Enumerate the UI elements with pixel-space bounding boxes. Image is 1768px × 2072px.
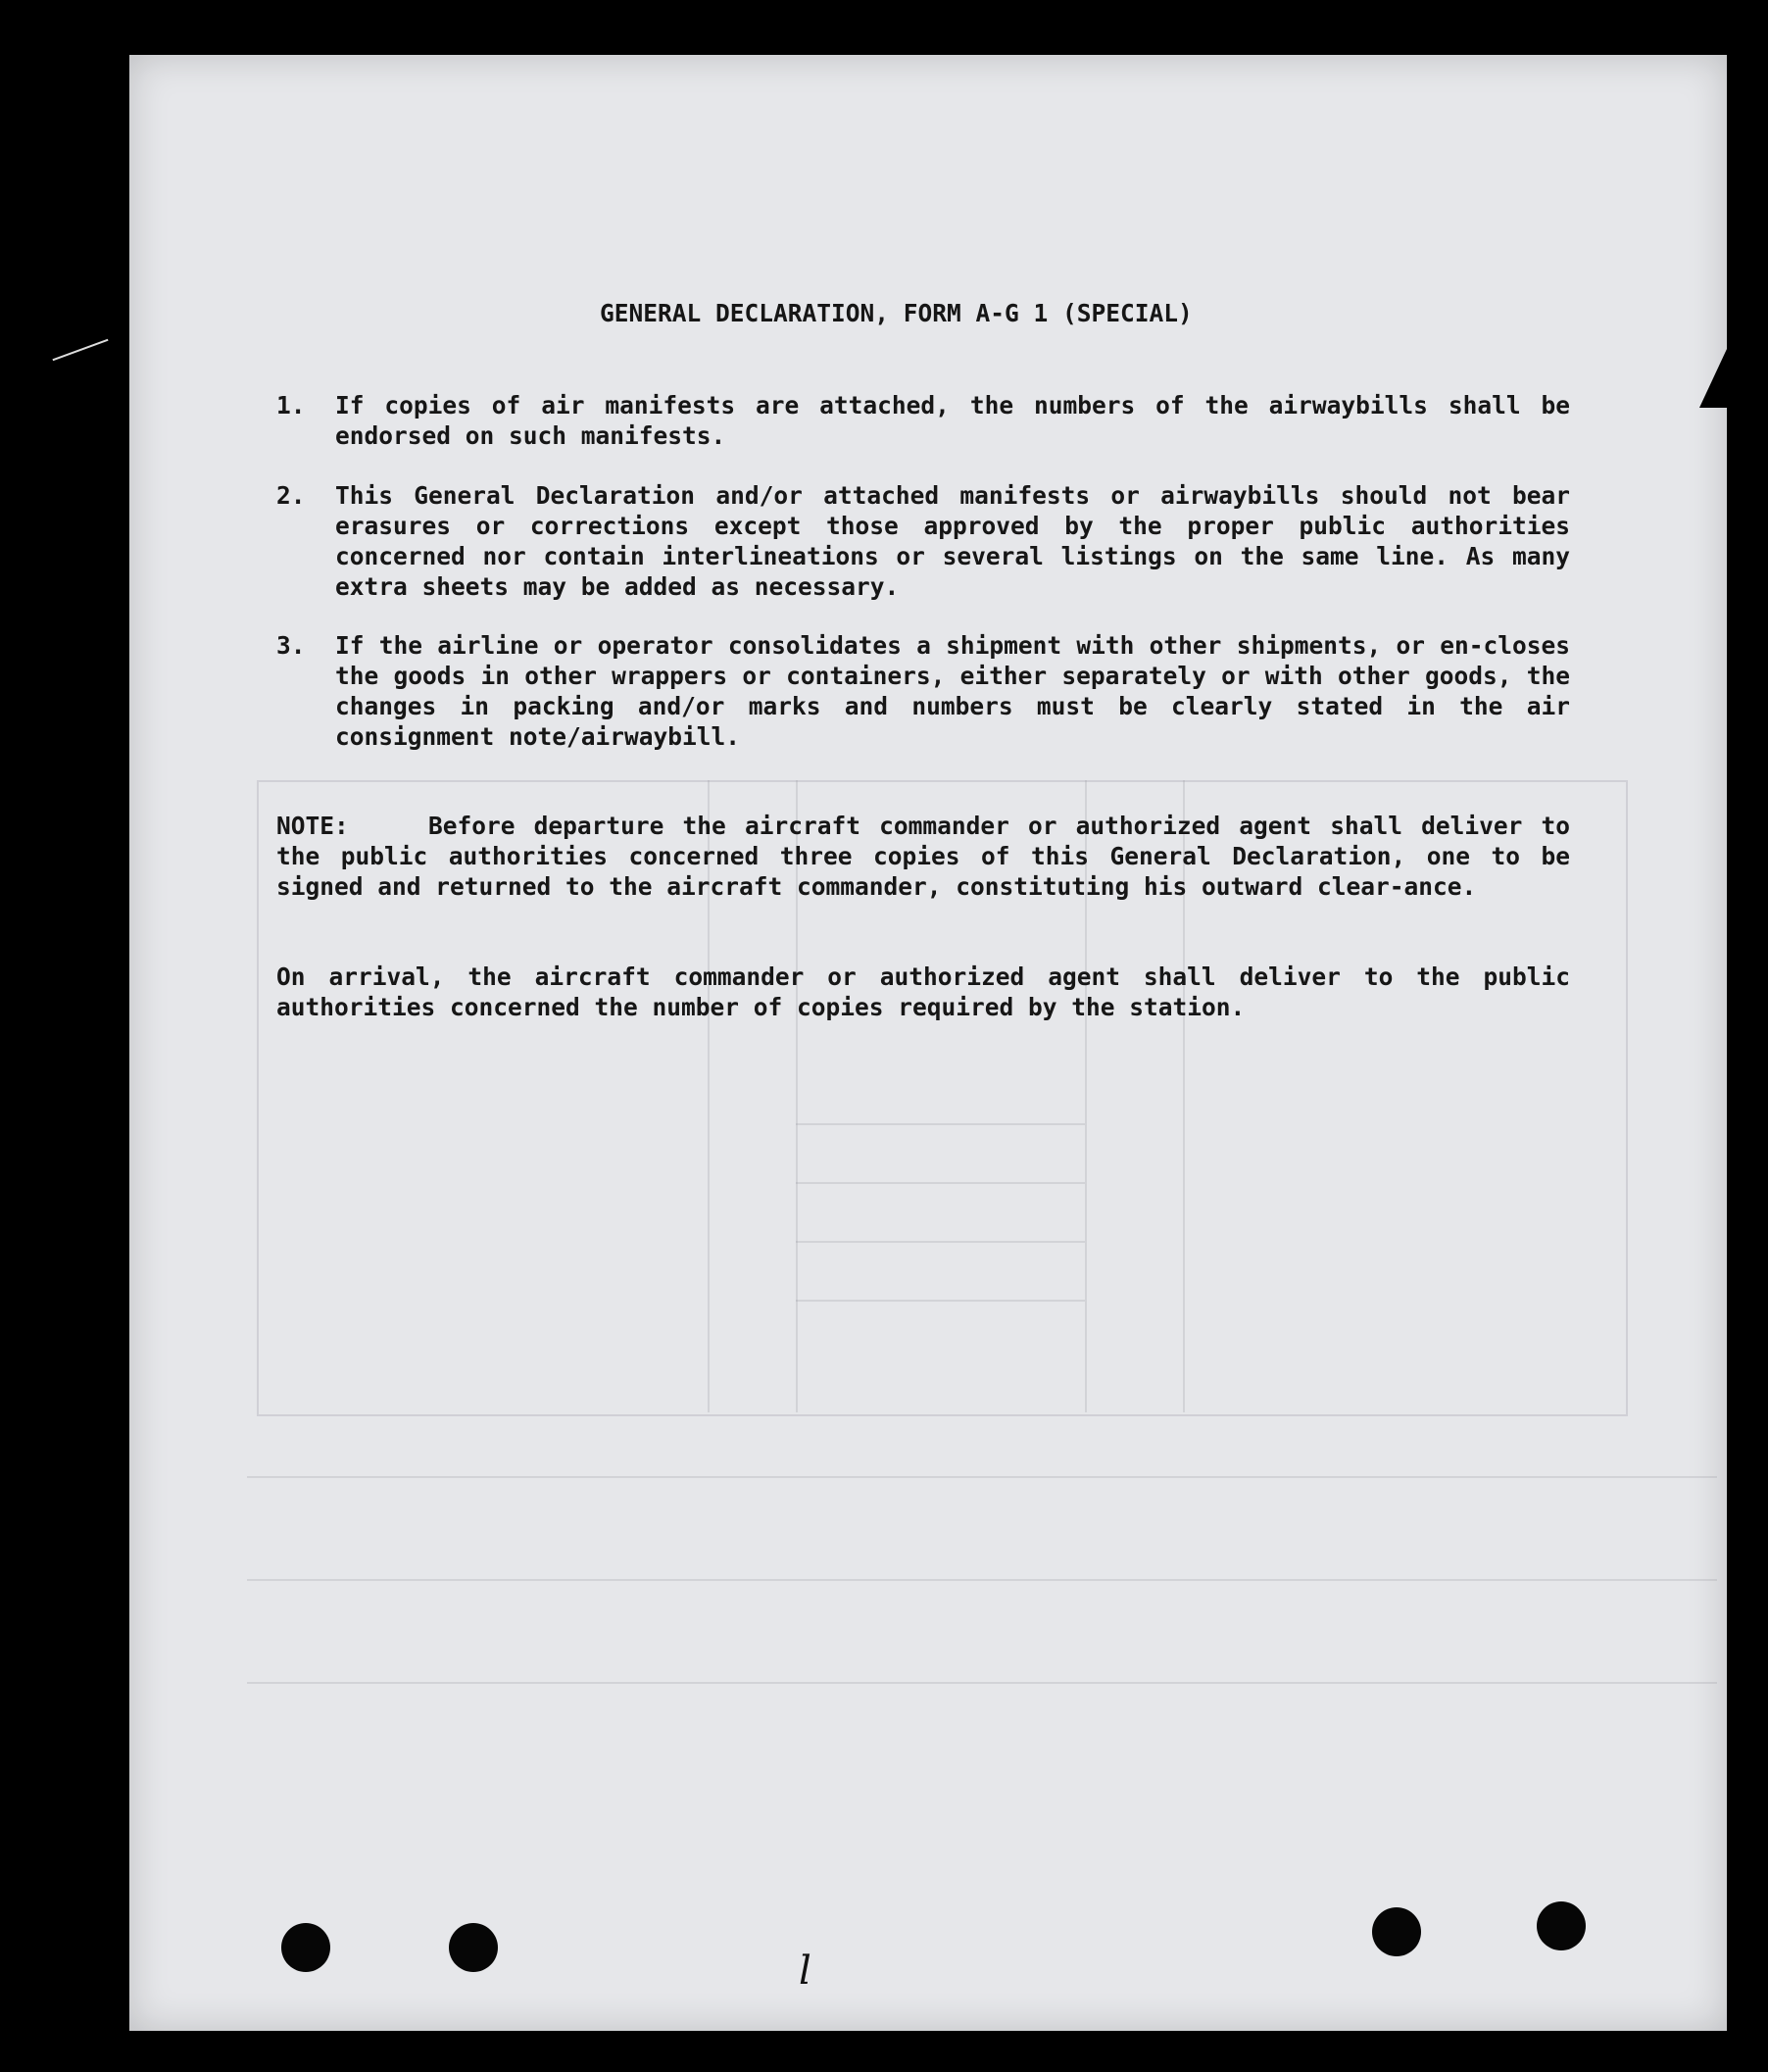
- edge-mark: [52, 339, 108, 361]
- bleed-through-line: [247, 1682, 1717, 1684]
- list-item-text: If the airline or operator consolidates a shipment with other shipments, or en-closes the goods in other wrappers or containers, either separately or with other goods, the changes in packing and/or marks and numbers must be clearly stated in the air consignment note/airwaybill.: [335, 631, 1570, 751]
- bleed-through-line: [796, 1182, 1085, 1184]
- punch-hole: [1537, 1901, 1586, 1950]
- bleed-through-line: [796, 1241, 1085, 1243]
- bleed-through-line: [796, 1123, 1085, 1125]
- list-item-number: 2.: [276, 481, 306, 510]
- note-label: NOTE:: [276, 812, 349, 840]
- list-item: [276, 480, 1570, 602]
- list-item-number: 3.: [276, 631, 306, 660]
- list-item-number: 1.: [276, 391, 306, 419]
- list-item-text: This General Declaration and/or attached manifests or airwaybills should not bear erasures or corrections except those approved by the proper public authorities concerned nor contain interlineations or several listings on the same line. As many extra sheets may be added as necessary.: [335, 481, 1570, 601]
- list-item: [276, 630, 1570, 752]
- bleed-through-line: [796, 1300, 1085, 1302]
- list-item-text: If copies of air manifests are attached, the numbers of the airwaybills shall be endorsed on such manifests.: [335, 391, 1570, 450]
- bleed-through-heading-top: [502, 94, 535, 133]
- punch-hole: [281, 1923, 330, 1972]
- arrival-paragraph: [276, 962, 1570, 1022]
- punch-hole: [449, 1923, 498, 1972]
- page-fold-corner: [1699, 349, 1727, 408]
- document-sheet: [129, 55, 1727, 2031]
- bleed-through-heading: [600, 1819, 651, 1879]
- handwritten-mark: l: [799, 1949, 811, 1994]
- arrival-text: On arrival, the aircraft commander or authorized agent shall deliver to the public authorities concerned the number of copies required by the station.: [276, 962, 1570, 1021]
- punch-hole: [1372, 1907, 1421, 1956]
- note-text: Before departure the aircraft commander or authorized agent shall deliver to the public authorities concerned three copies of this General Declaration, one to be signed and returned to the aircraft commander, constituting his outward clear-ance.: [276, 812, 1570, 901]
- note-paragraph: [276, 811, 1570, 902]
- bleed-through-line: [247, 1579, 1717, 1581]
- bleed-through-line: [247, 1476, 1717, 1478]
- list-item: [276, 390, 1570, 451]
- page-title: GENERAL DECLARATION, FORM A-G 1 (SPECIAL): [600, 299, 1193, 327]
